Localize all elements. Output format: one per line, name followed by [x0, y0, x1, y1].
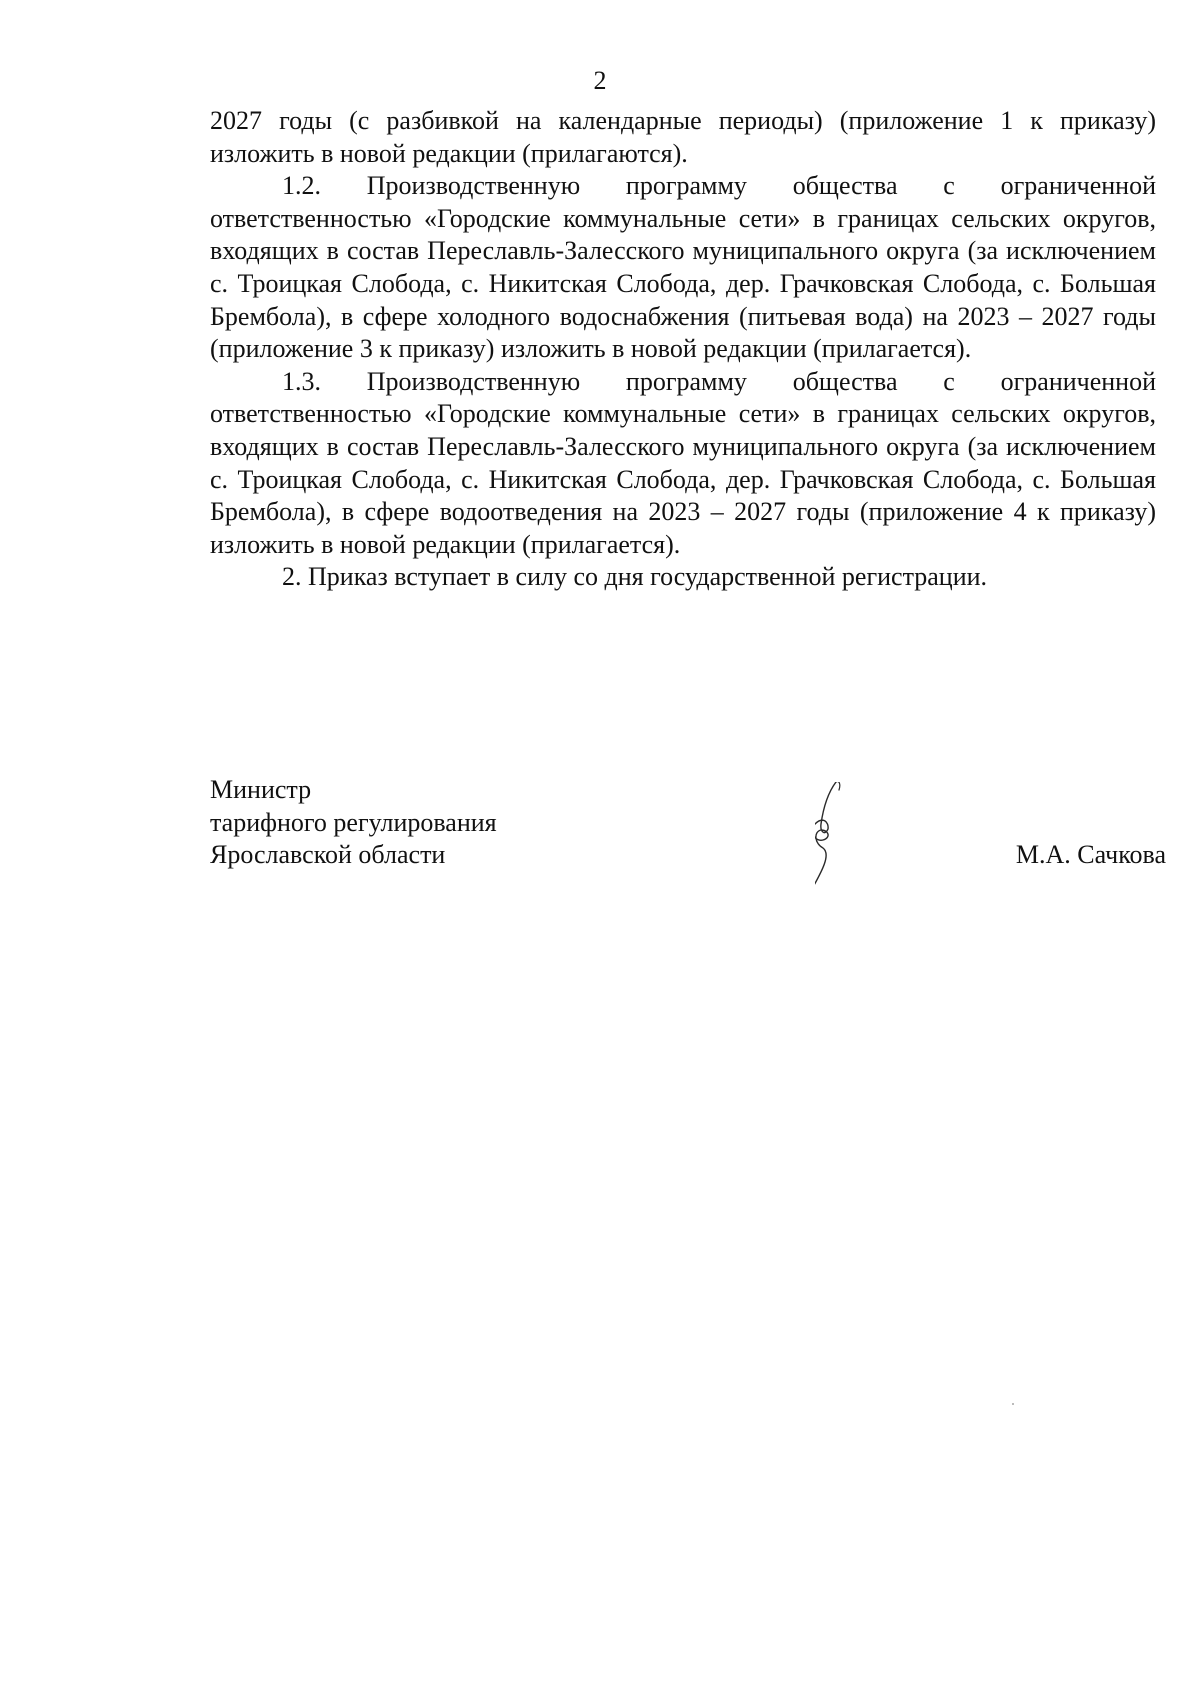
scan-artifact [1012, 1403, 1014, 1405]
position-line: Министр [210, 775, 312, 804]
position-line: тарифного регулирования [210, 807, 497, 837]
handwritten-signature [815, 782, 925, 957]
position-line: Ярославской области [210, 840, 446, 870]
signer-name: М.А. Сачкова [1015, 840, 1166, 869]
paragraph-item-1-3: 1.3. Производственную программу общества с ограниченной ответственностью «Городские коммунальные сети» в границах сельских округов, входящих в состав Переславль-Залесского муниципального округа (за исключением с. Троицкая Слобода, с. Никитская Слобода, дер. Грачковская Слобода, с. Большая Брембола), в сфере водоотведения на 2023 – 2027 годы (приложение 4 к приказу) изложить в новой редакции (прилагается). [210, 366, 1156, 559]
document-body [210, 105, 1156, 594]
paragraph-item-1-2: 1.2. Производственную программу общества с ограниченной ответственностью «Городские коммунальные сети» в границах сельских округов, входящих в состав Переславль-Залесского муниципального округа (за исключением с. Троицкая Слобода, с. Никитская Слобода, дер. Грачковская Слобода, с. Большая Брембола), в сфере холодного водоснабжения (питьевая вода) на 2023 – 2027 годы (приложение 3 к приказу) изложить в новой редакции (прилагается). [210, 171, 1156, 364]
paragraph-item-2: 2. Приказ вступает в силу со дня государственной регистрации. [282, 562, 988, 592]
paragraph-continuation: 2027 годы (с разбивкой на календарные периоды) (приложение 1 к приказу) изложить в новой редакции (прилагаются). [210, 106, 1156, 168]
page-number: 2 [593, 66, 607, 95]
signatory-position [210, 774, 497, 872]
